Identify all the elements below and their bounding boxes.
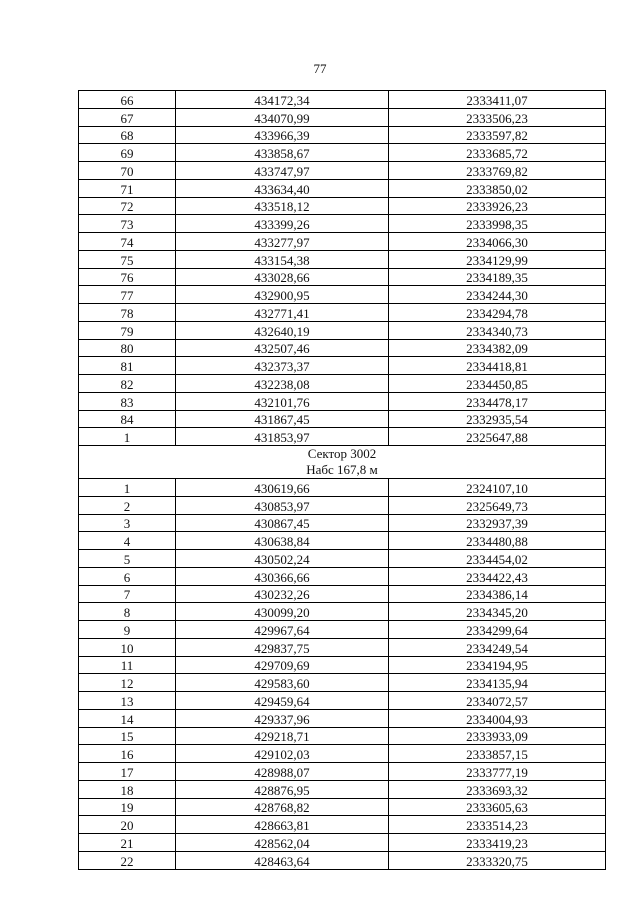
y-coordinate-cell: 2333857,15 (389, 745, 606, 763)
page-number: 77 (313, 61, 327, 76)
point-number-cell: 22 (79, 851, 176, 869)
table-row (79, 268, 606, 286)
x-coordinate-cell: 432373,37 (176, 357, 389, 375)
table-row (79, 479, 606, 497)
y-coordinate-cell: 2334004,93 (389, 709, 606, 727)
y-coordinate-cell: 2333514,23 (389, 816, 606, 834)
x-coordinate-cell: 429459,64 (176, 692, 389, 710)
table-row (79, 798, 606, 816)
y-coordinate-cell: 2334478,17 (389, 392, 606, 410)
x-coordinate-cell: 428876,95 (176, 780, 389, 798)
y-coordinate-cell: 2325647,88 (389, 428, 606, 446)
table-row (79, 321, 606, 339)
table-row (79, 392, 606, 410)
table-row (79, 428, 606, 446)
table-row (79, 816, 606, 834)
point-number-cell: 10 (79, 638, 176, 656)
y-coordinate-cell: 2333419,23 (389, 834, 606, 852)
x-coordinate-cell: 433028,66 (176, 268, 389, 286)
x-coordinate-cell: 428988,07 (176, 763, 389, 781)
table-row (79, 496, 606, 514)
x-coordinate-cell: 432238,08 (176, 375, 389, 393)
point-number-cell: 13 (79, 692, 176, 710)
x-coordinate-cell: 428562,04 (176, 834, 389, 852)
x-coordinate-cell: 429709,69 (176, 656, 389, 674)
table-row (79, 215, 606, 233)
x-coordinate-cell: 432101,76 (176, 392, 389, 410)
y-coordinate-cell: 2332937,39 (389, 514, 606, 532)
point-number-cell: 82 (79, 375, 176, 393)
point-number-cell: 18 (79, 780, 176, 798)
point-number-cell: 12 (79, 674, 176, 692)
x-coordinate-cell: 431853,97 (176, 428, 389, 446)
table-body-bottom (79, 479, 606, 870)
y-coordinate-cell: 2333769,82 (389, 162, 606, 180)
point-number-cell: 70 (79, 162, 176, 180)
x-coordinate-cell: 430502,24 (176, 550, 389, 568)
x-coordinate-cell: 433154,38 (176, 250, 389, 268)
table-row (79, 621, 606, 639)
x-coordinate-cell: 429583,60 (176, 674, 389, 692)
y-coordinate-cell: 2334072,57 (389, 692, 606, 710)
table-row (79, 585, 606, 603)
table-row (79, 179, 606, 197)
x-coordinate-cell: 431867,45 (176, 410, 389, 428)
y-coordinate-cell: 2334249,54 (389, 638, 606, 656)
x-coordinate-cell: 430638,84 (176, 532, 389, 550)
point-number-cell: 80 (79, 339, 176, 357)
table-row (79, 674, 606, 692)
table-row (79, 834, 606, 852)
table-row (79, 304, 606, 322)
point-number-cell: 21 (79, 834, 176, 852)
x-coordinate-cell: 430366,66 (176, 567, 389, 585)
x-coordinate-cell: 429337,96 (176, 709, 389, 727)
sector-header (79, 446, 606, 479)
point-number-cell: 67 (79, 108, 176, 126)
x-coordinate-cell: 434172,34 (176, 91, 389, 109)
table-row (79, 567, 606, 585)
point-number-cell: 16 (79, 745, 176, 763)
point-number-cell: 19 (79, 798, 176, 816)
y-coordinate-cell: 2334294,78 (389, 304, 606, 322)
table-row (79, 638, 606, 656)
sector-title: Сектор 3002 (307, 446, 377, 461)
table-row (79, 286, 606, 304)
table-row (79, 108, 606, 126)
point-number-cell: 4 (79, 532, 176, 550)
y-coordinate-cell: 2332935,54 (389, 410, 606, 428)
x-coordinate-cell: 433966,39 (176, 126, 389, 144)
table-row (79, 603, 606, 621)
point-number-cell: 78 (79, 304, 176, 322)
x-coordinate-cell: 432507,46 (176, 339, 389, 357)
point-number-cell: 69 (79, 144, 176, 162)
x-coordinate-cell: 430099,20 (176, 603, 389, 621)
point-number-cell: 71 (79, 179, 176, 197)
y-coordinate-cell: 2324107,10 (389, 479, 606, 497)
table-row (79, 357, 606, 375)
point-number-cell: 76 (79, 268, 176, 286)
table-row (79, 727, 606, 745)
point-number-cell: 81 (79, 357, 176, 375)
x-coordinate-cell: 430853,97 (176, 496, 389, 514)
y-coordinate-cell: 2334189,35 (389, 268, 606, 286)
y-coordinate-cell: 2334418,81 (389, 357, 606, 375)
point-number-cell: 75 (79, 250, 176, 268)
x-coordinate-cell: 430619,66 (176, 479, 389, 497)
point-number-cell: 15 (79, 727, 176, 745)
table-row (79, 375, 606, 393)
table-row (79, 692, 606, 710)
point-number-cell: 73 (79, 215, 176, 233)
point-number-cell: 84 (79, 410, 176, 428)
point-number-cell: 79 (79, 321, 176, 339)
y-coordinate-cell: 2333777,19 (389, 763, 606, 781)
point-number-cell: 66 (79, 91, 176, 109)
y-coordinate-cell: 2325649,73 (389, 496, 606, 514)
point-number-cell: 14 (79, 709, 176, 727)
table-row (79, 851, 606, 869)
coordinates-table (78, 90, 606, 870)
x-coordinate-cell: 429967,64 (176, 621, 389, 639)
table-row (79, 745, 606, 763)
y-coordinate-cell: 2334454,02 (389, 550, 606, 568)
point-number-cell: 5 (79, 550, 176, 568)
y-coordinate-cell: 2334382,09 (389, 339, 606, 357)
y-coordinate-cell: 2334194,95 (389, 656, 606, 674)
y-coordinate-cell: 2333850,02 (389, 179, 606, 197)
x-coordinate-cell: 429102,03 (176, 745, 389, 763)
y-coordinate-cell: 2334386,14 (389, 585, 606, 603)
table-row (79, 162, 606, 180)
point-number-cell: 9 (79, 621, 176, 639)
table-row (79, 250, 606, 268)
x-coordinate-cell: 432771,41 (176, 304, 389, 322)
y-coordinate-cell: 2333597,82 (389, 126, 606, 144)
point-number-cell: 3 (79, 514, 176, 532)
table-body-top (79, 91, 606, 446)
y-coordinate-cell: 2333605,63 (389, 798, 606, 816)
y-coordinate-cell: 2334422,43 (389, 567, 606, 585)
table-row (79, 763, 606, 781)
y-coordinate-cell: 2333506,23 (389, 108, 606, 126)
point-number-cell: 72 (79, 197, 176, 215)
y-coordinate-cell: 2334450,85 (389, 375, 606, 393)
x-coordinate-cell: 433747,97 (176, 162, 389, 180)
x-coordinate-cell: 430232,26 (176, 585, 389, 603)
table-row (79, 197, 606, 215)
y-coordinate-cell: 2334135,94 (389, 674, 606, 692)
y-coordinate-cell: 2334129,99 (389, 250, 606, 268)
point-number-cell: 83 (79, 392, 176, 410)
x-coordinate-cell: 428663,81 (176, 816, 389, 834)
table-row (79, 780, 606, 798)
y-coordinate-cell: 2333926,23 (389, 197, 606, 215)
y-coordinate-cell: 2333693,32 (389, 780, 606, 798)
y-coordinate-cell: 2334244,30 (389, 286, 606, 304)
x-coordinate-cell: 433634,40 (176, 179, 389, 197)
y-coordinate-cell: 2334340,73 (389, 321, 606, 339)
point-number-cell: 7 (79, 585, 176, 603)
y-coordinate-cell: 2334480,88 (389, 532, 606, 550)
table-row (79, 550, 606, 568)
point-number-cell: 68 (79, 126, 176, 144)
x-coordinate-cell: 432900,95 (176, 286, 389, 304)
y-coordinate-cell: 2334345,20 (389, 603, 606, 621)
y-coordinate-cell: 2333320,75 (389, 851, 606, 869)
x-coordinate-cell: 433858,67 (176, 144, 389, 162)
sector-header-cell (79, 446, 606, 479)
x-coordinate-cell: 428768,82 (176, 798, 389, 816)
table-row (79, 339, 606, 357)
point-number-cell: 77 (79, 286, 176, 304)
x-coordinate-cell: 429218,71 (176, 727, 389, 745)
point-number-cell: 8 (79, 603, 176, 621)
point-number-cell: 17 (79, 763, 176, 781)
sector-subtitle: Набс 167,8 м (306, 462, 378, 477)
point-number-cell: 1 (79, 479, 176, 497)
x-coordinate-cell: 433518,12 (176, 197, 389, 215)
x-coordinate-cell: 433277,97 (176, 233, 389, 251)
table-row (79, 410, 606, 428)
table-row (79, 532, 606, 550)
y-coordinate-cell: 2333998,35 (389, 215, 606, 233)
point-number-cell: 74 (79, 233, 176, 251)
x-coordinate-cell: 433399,26 (176, 215, 389, 233)
x-coordinate-cell: 428463,64 (176, 851, 389, 869)
y-coordinate-cell: 2333933,09 (389, 727, 606, 745)
sector-header-row (79, 446, 606, 479)
x-coordinate-cell: 434070,99 (176, 108, 389, 126)
table-row (79, 709, 606, 727)
x-coordinate-cell: 432640,19 (176, 321, 389, 339)
table-row (79, 514, 606, 532)
x-coordinate-cell: 430867,45 (176, 514, 389, 532)
y-coordinate-cell: 2334066,30 (389, 233, 606, 251)
point-number-cell: 1 (79, 428, 176, 446)
x-coordinate-cell: 429837,75 (176, 638, 389, 656)
point-number-cell: 6 (79, 567, 176, 585)
table-row (79, 126, 606, 144)
point-number-cell: 2 (79, 496, 176, 514)
y-coordinate-cell: 2333685,72 (389, 144, 606, 162)
table-row (79, 144, 606, 162)
y-coordinate-cell: 2334299,64 (389, 621, 606, 639)
table-row (79, 91, 606, 109)
point-number-cell: 20 (79, 816, 176, 834)
point-number-cell: 11 (79, 656, 176, 674)
table-row (79, 656, 606, 674)
y-coordinate-cell: 2333411,07 (389, 91, 606, 109)
table-row (79, 233, 606, 251)
